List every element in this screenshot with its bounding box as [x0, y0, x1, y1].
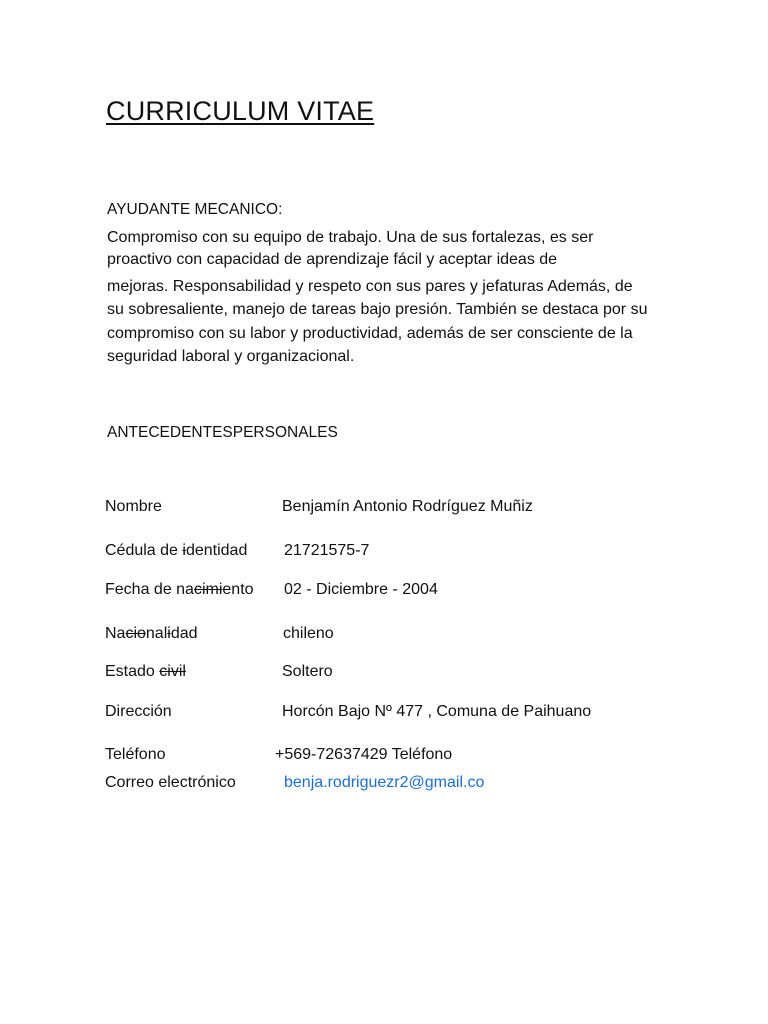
birth-label	[105, 581, 254, 599]
birth-label-part: ento	[222, 581, 254, 598]
civil-status-label-part: Estado	[105, 663, 160, 680]
address-value: Horcón Bajo Nº 477 , Comuna de Paihuano	[282, 703, 592, 720]
email-link[interactable]: benja.rodriguezr2@gmail.co	[284, 774, 485, 791]
birth-label-part: Fecha de na	[105, 581, 194, 598]
nationality-label-part: nal	[145, 625, 168, 642]
birth-value: 02 - Diciembre - 2004	[284, 581, 438, 598]
email-label: Correo electrónico	[105, 774, 236, 791]
phone-label: Teléfono	[105, 746, 166, 763]
nationality-label-struck: cio	[125, 625, 146, 642]
id-label	[105, 542, 247, 560]
profile-line-6: seguridad laboral y organizacional.	[107, 348, 355, 365]
nationality-label	[105, 625, 198, 643]
profile-line-4: su sobresaliente, manejo de tareas bajo presión. También se destaca por su	[107, 301, 648, 318]
nationality-value: chileno	[283, 625, 334, 642]
profile-line-3: mejoras. Responsabilidad y respeto con sus pares y jefaturas Además, de	[107, 278, 633, 295]
id-label-struck: i	[182, 542, 186, 559]
civil-status-label	[105, 663, 186, 681]
profile-line-2: proactivo con capacidad de aprendizaje fácil y aceptar ideas de	[107, 251, 558, 268]
id-label-part: dentidad	[185, 542, 248, 559]
nationality-label-struck: i	[167, 625, 171, 642]
profile-line-5: compromiso con su labor y productividad, además de ser consciente de la	[107, 325, 633, 342]
profile-heading: AYUDANTE MECANICO:	[107, 201, 283, 218]
civil-status-value: Soltero	[282, 663, 333, 680]
nationality-label-part: dad	[170, 625, 198, 642]
document-title: CURRICULUM VITAE	[106, 96, 375, 126]
civil-status-label-struck: civil	[159, 663, 186, 680]
birth-label-struck: cimi	[193, 581, 223, 598]
personal-heading: ANTECEDENTESPERSONALES	[107, 424, 338, 441]
name-value: Benjamín Antonio Rodríguez Muñiz	[282, 498, 533, 515]
id-label-part: Cédula de	[105, 542, 183, 559]
profile-line-1: Compromiso con su equipo de trabajo. Una de sus fortalezas, es ser	[107, 229, 594, 246]
id-value: 21721575-7	[284, 542, 370, 559]
nationality-label-part: Na	[105, 625, 126, 642]
address-label: Dirección	[105, 703, 172, 720]
name-label: Nombre	[105, 498, 162, 515]
phone-value: +569-72637429 Teléfono	[275, 746, 453, 763]
